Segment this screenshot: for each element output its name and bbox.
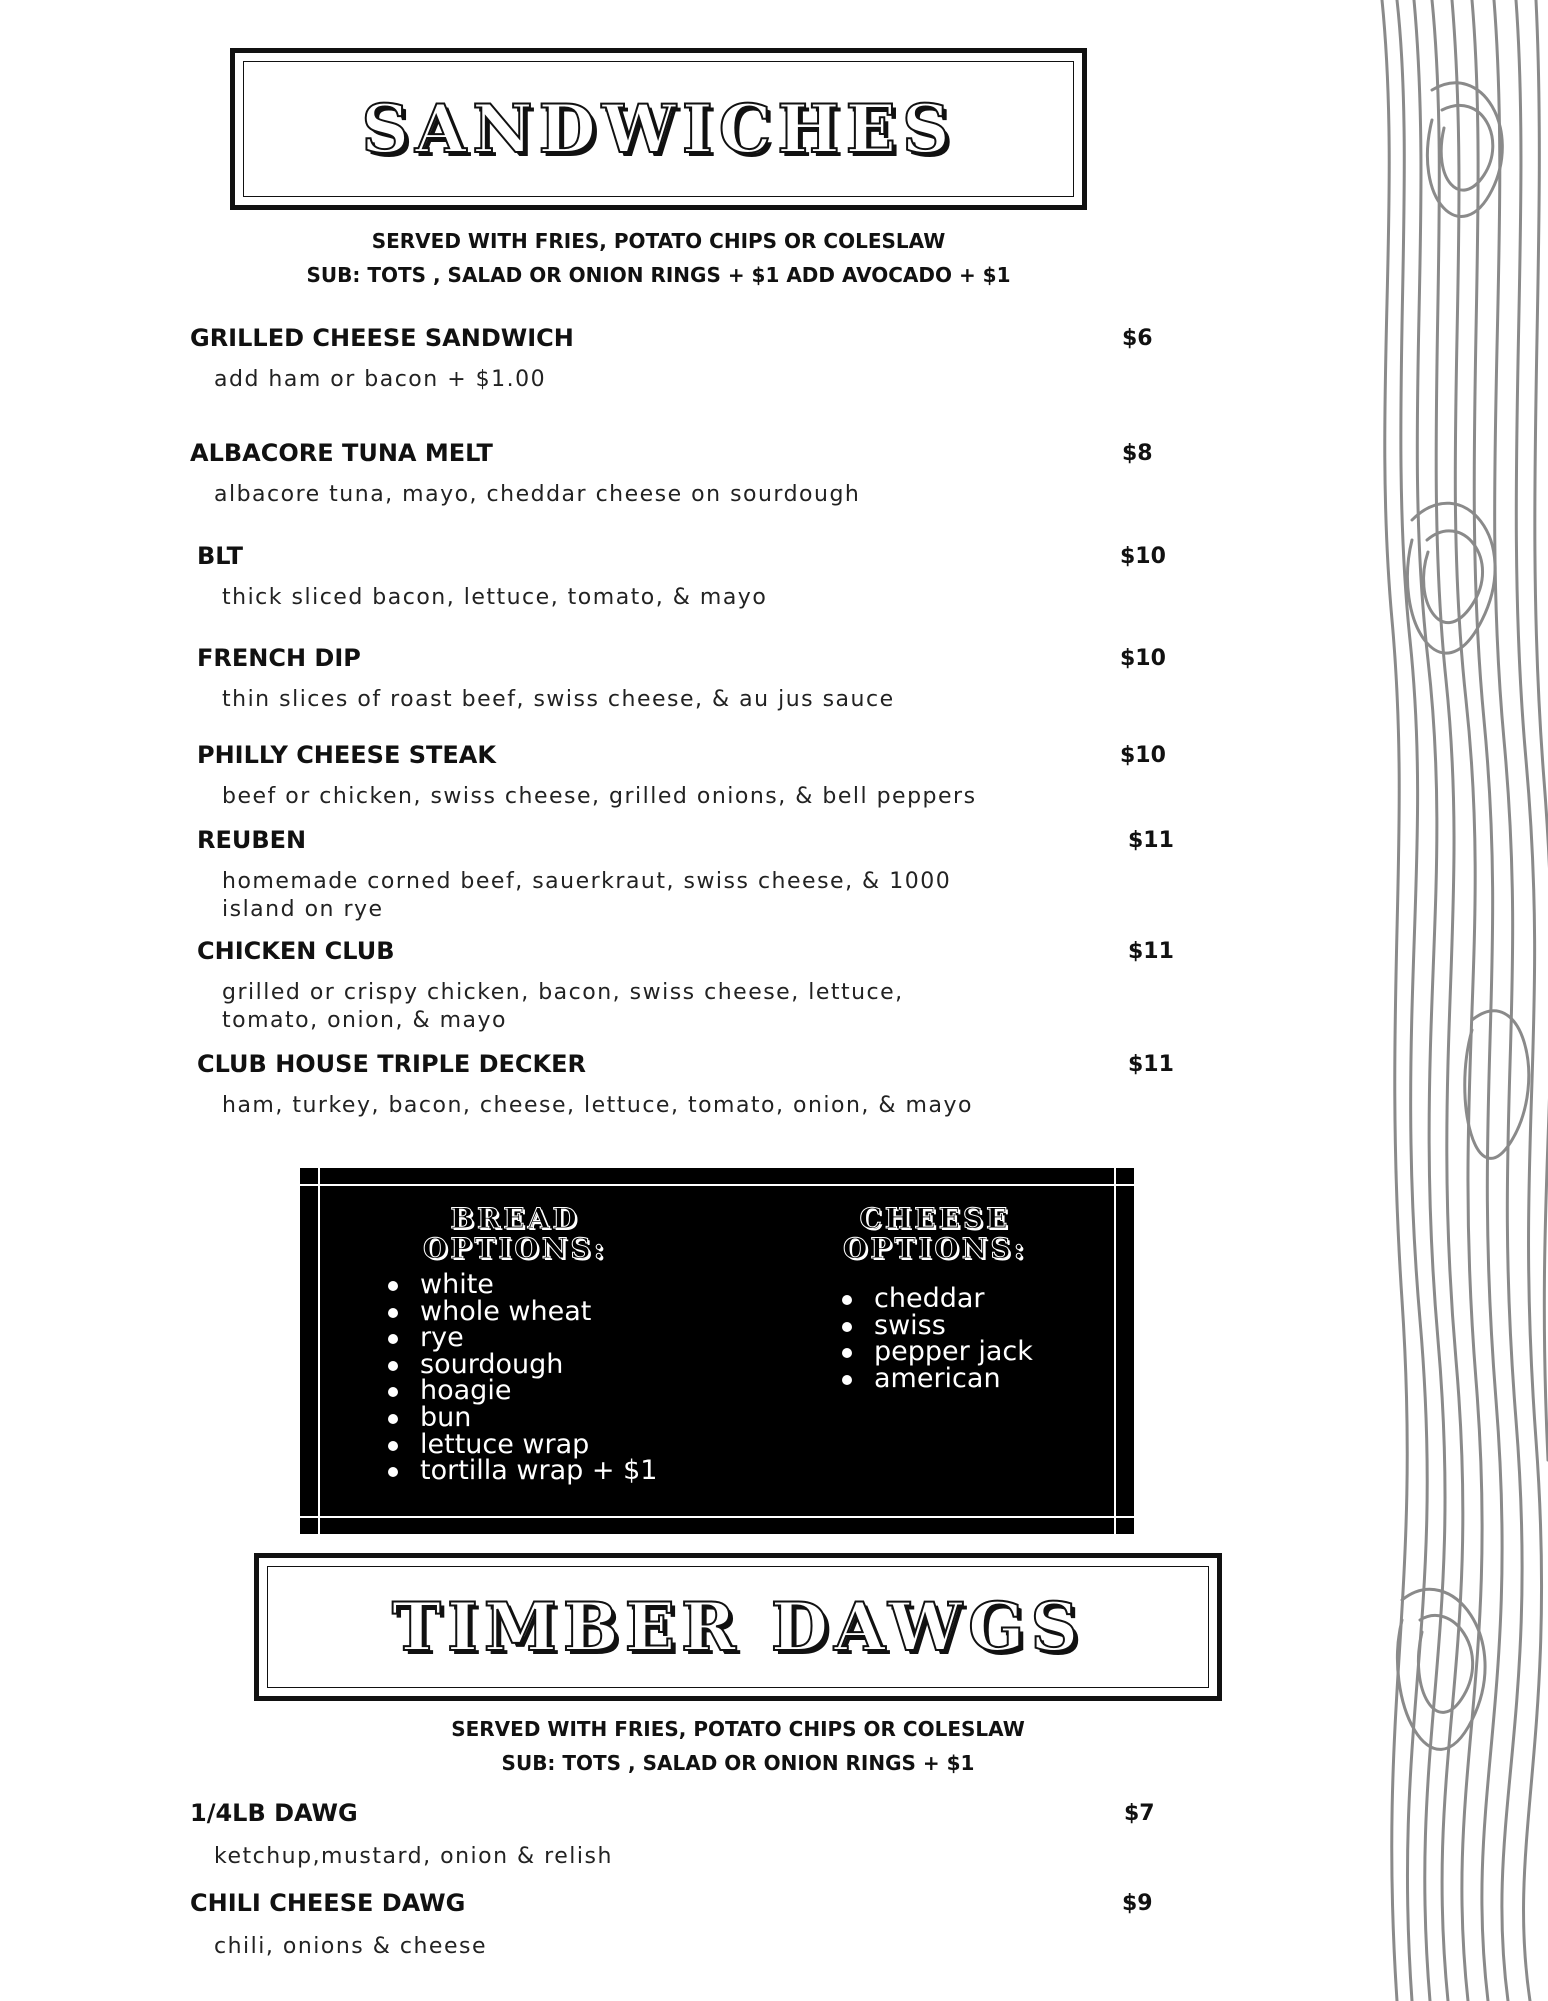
menu-item-description: ketchup,mustard, onion & relish [214, 1844, 613, 1869]
dawgs-sides-note [254, 1712, 1222, 1780]
menu-item-description: thin slices of roast beef, swiss cheese, & au jus sauce [222, 687, 895, 712]
cheese-options-title [830, 1204, 1040, 1264]
options-frame-line [318, 1168, 320, 1534]
list-item: cheddar [838, 1286, 1033, 1313]
menu-item-description: beef or chicken, swiss cheese, grilled onions, & bell peppers [222, 784, 977, 809]
cheese-options-title-line: CHEESE [859, 1202, 1011, 1235]
options-frame-line [300, 1184, 1134, 1186]
sandwiches-sides-note [230, 224, 1087, 292]
sandwiches-note-line2: SUB: TOTS , SALAD OR ONION RINGS + $1 ADD AVOCADO + $1 [306, 263, 1011, 287]
menu-item-description [222, 979, 1082, 1035]
sandwiches-header-box [230, 48, 1087, 210]
menu-item-description: ham, turkey, bacon, cheese, lettuce, tomato, onion, & mayo [222, 1093, 973, 1118]
list-item: bun [384, 1405, 657, 1432]
menu-item-description [222, 868, 1082, 924]
list-item: hoagie [384, 1378, 657, 1405]
list-item: rye [384, 1325, 657, 1352]
list-item: tortilla wrap + $1 [384, 1458, 657, 1485]
dawgs-note-line2: SUB: TOTS , SALAD OR ONION RINGS + $1 [501, 1751, 975, 1775]
menu-item-description-line: tomato, onion, & mayo [222, 1008, 508, 1033]
menu-item-price: $9 [1122, 1891, 1153, 1916]
menu-item-description: thick sliced bacon, lettuce, tomato, & mayo [222, 585, 768, 610]
menu-item-name: CHILI CHEESE DAWG [190, 1889, 466, 1917]
menu-item-price: $11 [1128, 939, 1174, 964]
dawgs-note-line1: SERVED WITH FRIES, POTATO CHIPS OR COLESLAW [451, 1717, 1025, 1741]
list-item: whole wheat [384, 1299, 657, 1326]
cheese-options-title-line: OPTIONS: [843, 1232, 1027, 1265]
menu-item-price: $8 [1122, 441, 1153, 466]
bread-options-title-line: OPTIONS: [423, 1232, 607, 1265]
menu-item-description: add ham or bacon + $1.00 [214, 367, 547, 392]
menu-item-price: $10 [1120, 544, 1166, 569]
menu-item-name: REUBEN [197, 826, 307, 854]
menu-item-price: $10 [1120, 743, 1166, 768]
menu-item-price: $10 [1120, 646, 1166, 671]
menu-item-price: $7 [1124, 1801, 1155, 1826]
options-frame-line [300, 1516, 1134, 1518]
menu-item-description: albacore tuna, mayo, cheddar cheese on sourdough [214, 482, 861, 507]
menu-item-name: GRILLED CHEESE SANDWICH [190, 324, 574, 352]
list-item: pepper jack [838, 1339, 1033, 1366]
menu-item-name: FRENCH DIP [197, 644, 361, 672]
options-frame-line [1114, 1168, 1116, 1534]
cheese-options-list [838, 1283, 1033, 1394]
bread-options-title-line: BREAD [450, 1202, 580, 1235]
menu-item-description: chili, onions & cheese [214, 1934, 487, 1959]
menu-item-name: PHILLY CHEESE STEAK [197, 741, 496, 769]
bread-options-title [410, 1204, 620, 1264]
timber-dawgs-header-box [254, 1553, 1222, 1701]
menu-item-name: ALBACORE TUNA MELT [190, 439, 493, 467]
bread-options-list [384, 1269, 658, 1487]
menu-item-description-line: grilled or crispy chicken, bacon, swiss cheese, lettuce, [222, 980, 904, 1005]
menu-item-name: 1/4LB DAWG [190, 1799, 358, 1827]
sandwiches-title: SANDWICHES [361, 90, 956, 168]
menu-item-price: $11 [1128, 1052, 1174, 1077]
list-item: sourdough [384, 1352, 657, 1379]
list-item: white [384, 1272, 657, 1299]
menu-item-description-line: island on rye [222, 897, 384, 922]
options-panel [300, 1168, 1134, 1534]
sandwiches-note-line1: SERVED WITH FRIES, POTATO CHIPS OR COLESLAW [371, 229, 946, 253]
timber-dawgs-title: TIMBER DAWGS [391, 1588, 1085, 1666]
menu-item-description-line: homemade corned beef, sauerkraut, swiss cheese, & 1000 [222, 869, 952, 894]
menu-item-price: $6 [1122, 326, 1153, 351]
menu-item-price: $11 [1128, 828, 1174, 853]
list-item: swiss [838, 1313, 1033, 1340]
list-item: lettuce wrap [384, 1432, 657, 1459]
woodgrain-decoration [1372, 0, 1548, 2001]
list-item: american [838, 1366, 1033, 1393]
menu-item-name: BLT [197, 542, 243, 570]
menu-item-name: CLUB HOUSE TRIPLE DECKER [197, 1050, 587, 1078]
menu-item-name: CHICKEN CLUB [197, 937, 395, 965]
